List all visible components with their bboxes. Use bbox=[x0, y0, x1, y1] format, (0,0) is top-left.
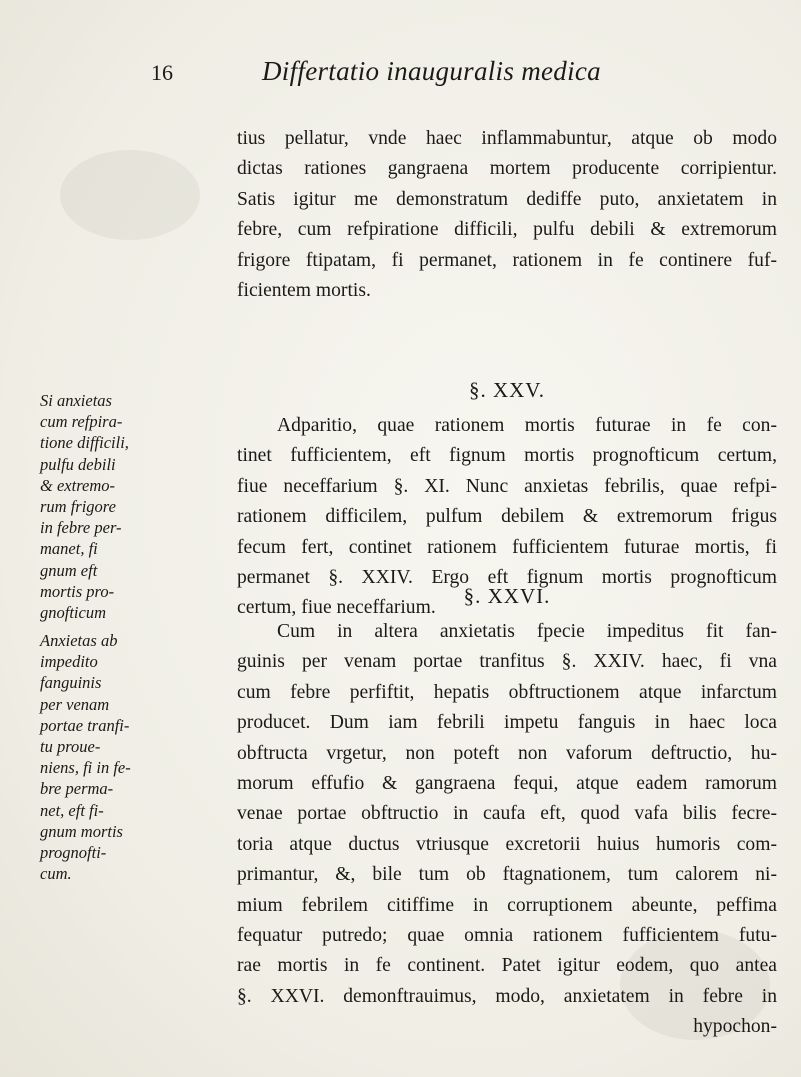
margin-line: & extremo- bbox=[40, 475, 115, 495]
text-line: dictas rationes gangraena mortem producente corripientur. bbox=[237, 158, 777, 180]
margin-line: niens, fi in fe- bbox=[40, 758, 131, 778]
margin-line: manet, fi bbox=[40, 539, 98, 559]
margin-line: tione difficili, bbox=[40, 433, 129, 453]
text-line: producet. Dum iam febrili impetu fanguis in haec loca bbox=[237, 712, 777, 734]
margin-line: portae tranfi- bbox=[40, 715, 130, 735]
text-line: fequatur putredo; quae omnia rationem fufficientem futu- bbox=[237, 925, 777, 947]
margin-line: gnofticum bbox=[40, 603, 106, 623]
margin-line: Si anxietas bbox=[40, 391, 112, 410]
text-line: rationem difficilem, pulfum debilem & extremorum frigus bbox=[237, 506, 777, 528]
text-line: certum, fiue neceffarium. bbox=[237, 597, 436, 619]
margin-line: Anxietas ab bbox=[40, 631, 118, 650]
section-heading-xxvi: §. XXVI. bbox=[463, 584, 551, 608]
paragraph-intro bbox=[237, 124, 777, 306]
text-line: fecum fert, continet rationem fufficientem futurae mortis, fi bbox=[237, 536, 777, 558]
text-line: venae portae obftructio in caufa eft, quod vafa bilis fecre- bbox=[237, 803, 777, 825]
text-line: permanet §. XXIV. Ergo eft fignum mortis prognofticum bbox=[237, 567, 777, 589]
marginal-note-xxvi bbox=[40, 630, 225, 884]
text-line: primantur, &, bile tum ob ftagnationem, tum calorem ni- bbox=[237, 864, 777, 886]
page-header bbox=[0, 54, 801, 104]
margin-line: gnum eft bbox=[40, 560, 98, 580]
margin-line: impedito bbox=[40, 652, 98, 672]
margin-line: mortis pro- bbox=[40, 581, 115, 601]
text-line: guinis per venam portae tranfitus §. XXIV. haec, fi vna bbox=[237, 651, 777, 673]
text-line: mium febrilem citiffime in corruptionem abeunte, peffima bbox=[237, 894, 777, 916]
margin-line: pulfu debili bbox=[40, 454, 116, 474]
section-xxvi-body bbox=[237, 617, 777, 1043]
margin-line: cum refpira- bbox=[40, 412, 123, 432]
paper-stain bbox=[60, 150, 200, 240]
margin-line: tu proue- bbox=[40, 737, 101, 757]
marginal-note-xxv bbox=[40, 390, 225, 623]
margin-line: gnum mortis bbox=[40, 821, 123, 841]
margin-line: prognofti- bbox=[40, 843, 107, 863]
text-line: rae mortis in fe continent. Patet igitur eodem, quo antea bbox=[237, 955, 777, 977]
text-line: febre, cum refpiratione difficili, pulfu debili & extremorum bbox=[237, 219, 777, 241]
page-number: 16 bbox=[151, 60, 173, 85]
text-line: ficientem mortis. bbox=[237, 280, 371, 302]
margin-line: bre perma- bbox=[40, 779, 114, 799]
margin-line: in febre per- bbox=[40, 518, 122, 538]
text-line: Adparitio, quae rationem mortis futurae in fe con- bbox=[277, 415, 777, 436]
margin-line: cum. bbox=[40, 864, 72, 884]
text-line: frigore ftipatam, fi permanet, rationem in fe continere fuf- bbox=[237, 249, 777, 271]
text-line: morum effufio & gangraena fequi, atque eadem ramorum bbox=[237, 773, 777, 795]
margin-line: per venam bbox=[40, 694, 110, 714]
text-line: Cum in altera anxietatis fpecie impeditus fit fan- bbox=[277, 621, 777, 642]
margin-line: rum frigore bbox=[40, 497, 116, 517]
section-heading-xxv: §. XXV. bbox=[468, 378, 546, 402]
running-title: Differtatio inauguralis medica bbox=[262, 56, 601, 86]
text-line: §. XXVI. demonftrauimus, modo, anxietatem in febre in bbox=[237, 985, 777, 1007]
margin-line: fanguinis bbox=[40, 673, 102, 693]
text-line: fiue neceffarium §. XI. Nunc anxietas febrilis, quae refpi- bbox=[237, 475, 777, 497]
text-line: cum febre perfiftit, hepatis obftructionem atque infarctum bbox=[237, 681, 777, 703]
text-line: tius pellatur, vnde haec inflammabuntur, atque ob modo bbox=[237, 128, 777, 149]
margin-line: net, eft fi- bbox=[40, 800, 104, 820]
text-line: Satis igitur me demonstratum dediffe puto, anxietatem in bbox=[237, 188, 777, 210]
text-line: tinet fufficientem, eft fignum mortis prognofticum certum, bbox=[237, 445, 777, 467]
text-line: obftructa vrgetur, non poteft non vaforum deftructio, hu- bbox=[237, 742, 777, 764]
catchword: hypochon- bbox=[693, 1016, 777, 1038]
text-line: toria atque ductus vtriusque excretorii huius humoris com- bbox=[237, 833, 777, 855]
